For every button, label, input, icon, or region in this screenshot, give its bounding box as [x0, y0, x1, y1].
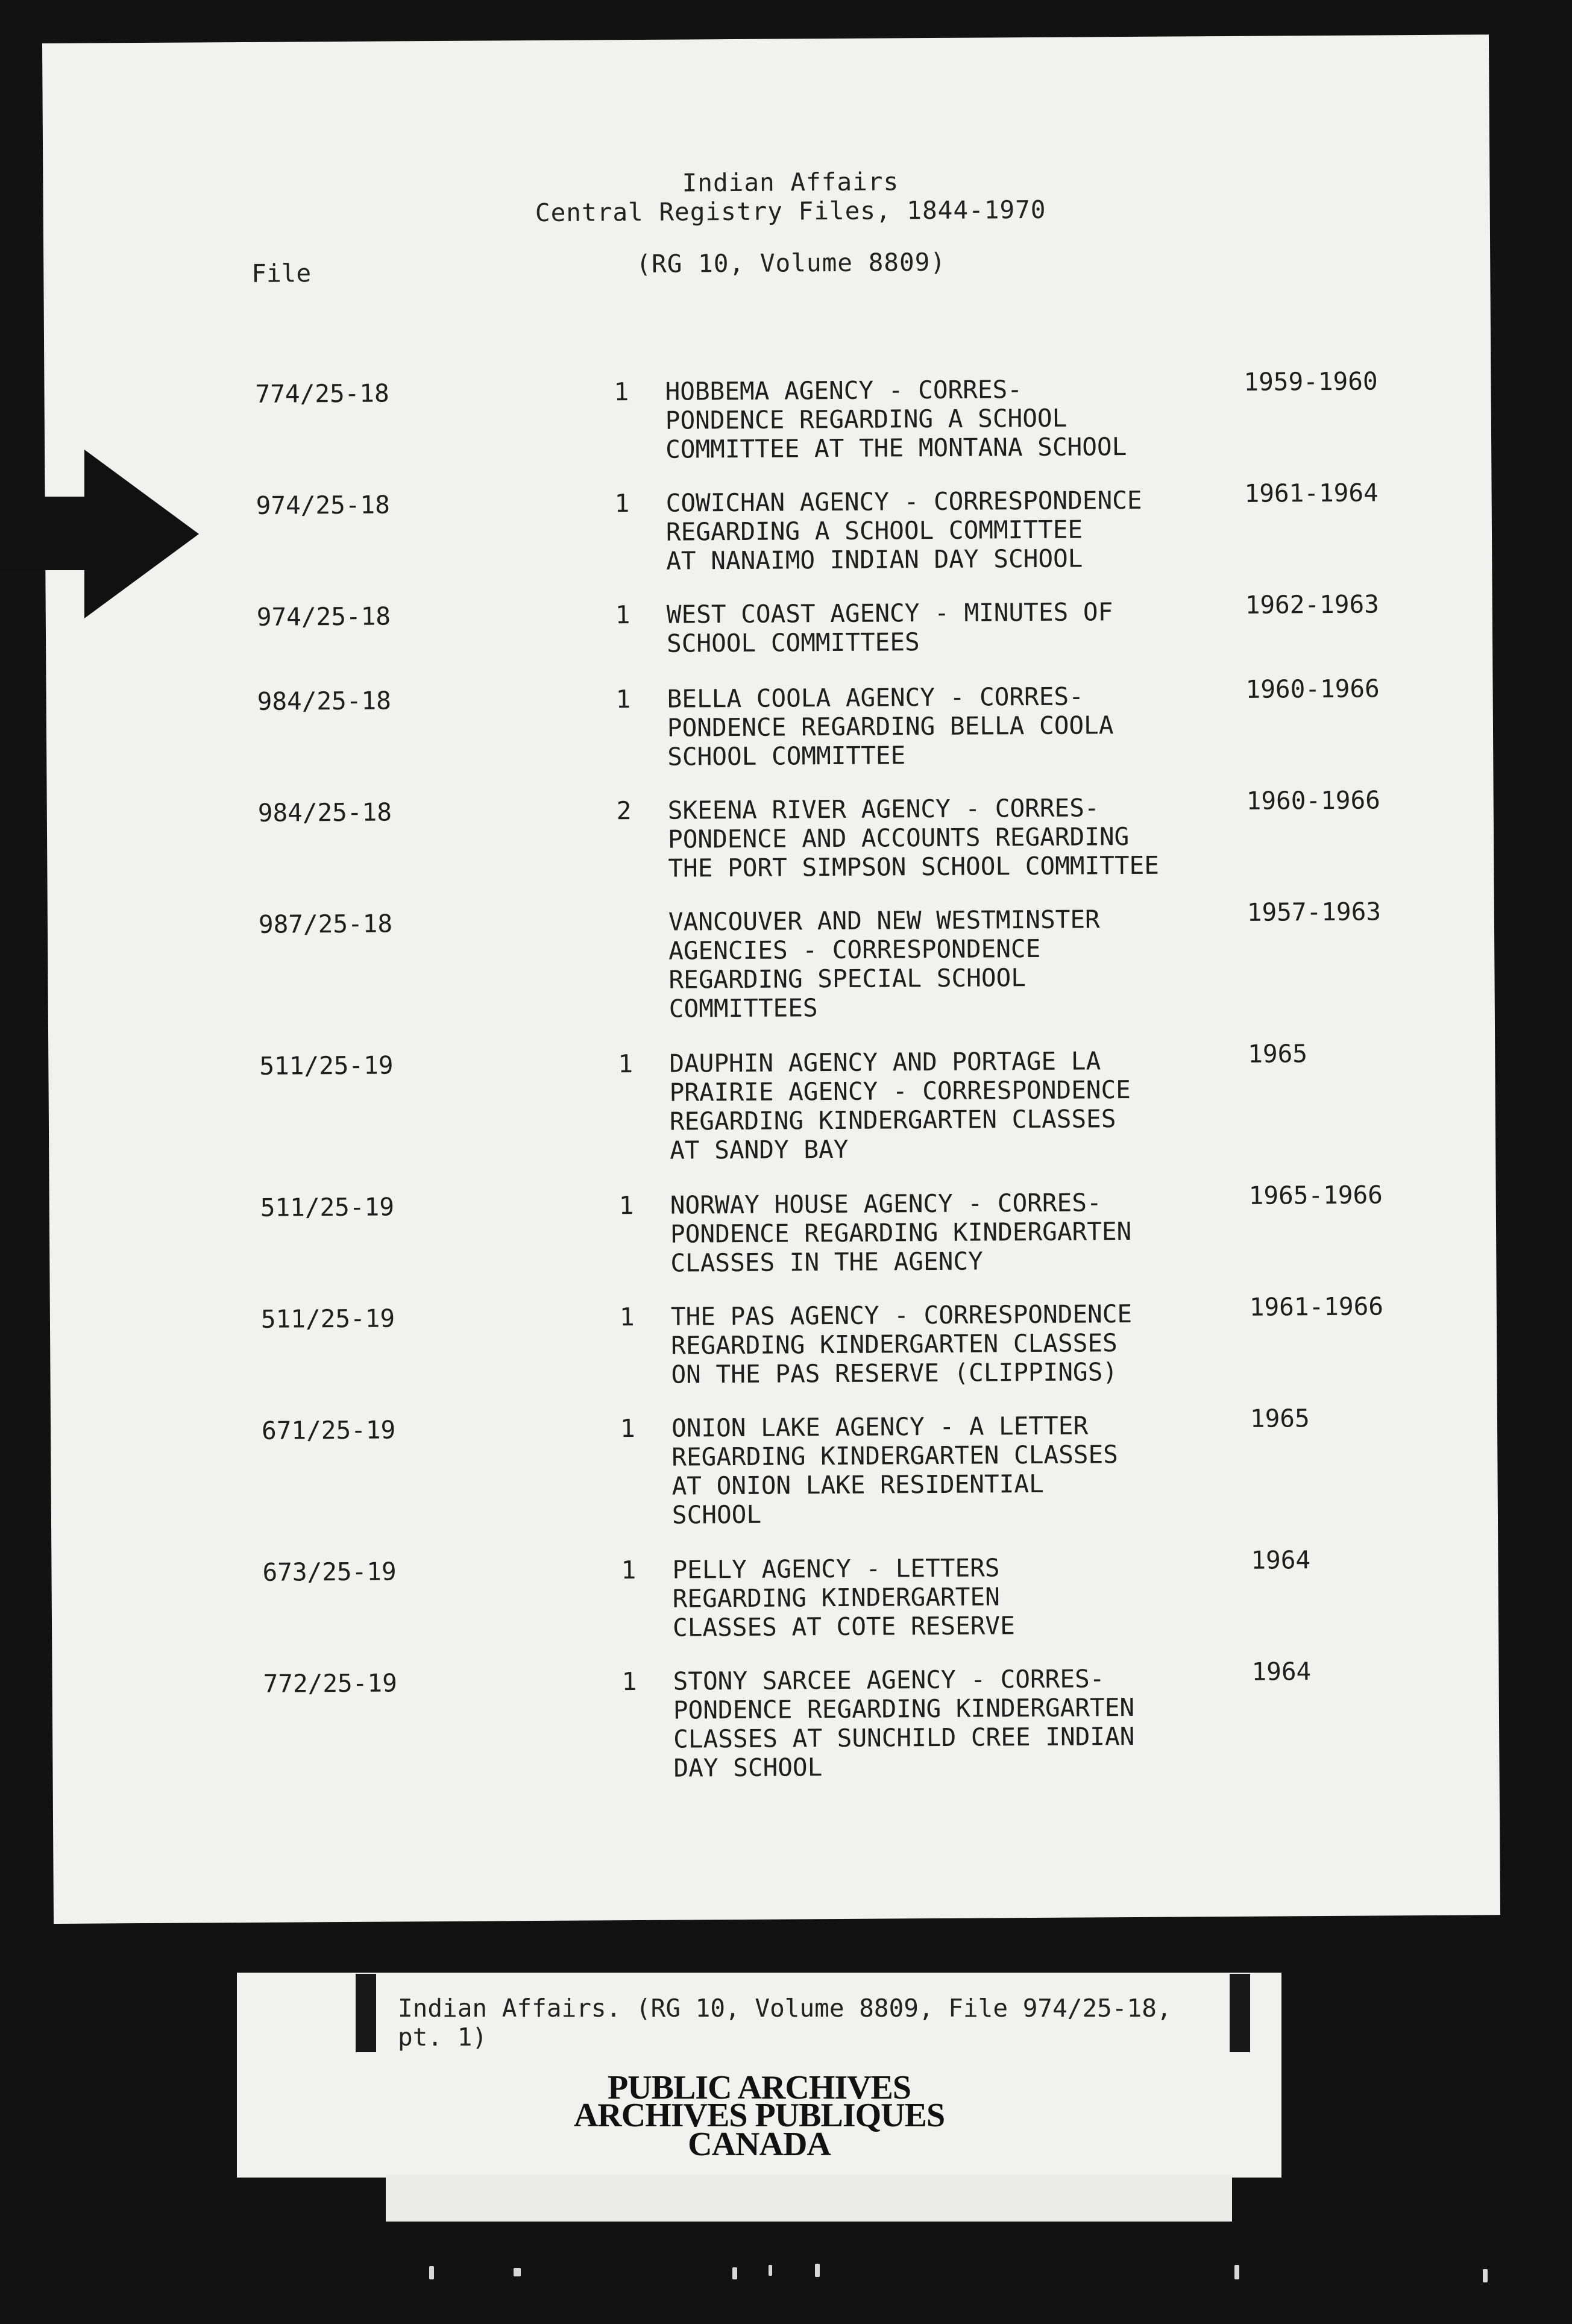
film-speck: [1483, 2269, 1488, 2282]
file-description: BELLA COOLA AGENCY - CORRES- PONDENCE REGARDING BELLA COOLA SCHOOL COMMITTEE: [667, 682, 1114, 771]
file-description: THE PAS AGENCY - CORRESPONDENCE REGARDING KINDERGARTEN CLASSES ON THE PAS RESERVE (CLIPPINGS): [670, 1299, 1133, 1389]
label-bar-left: [356, 1974, 376, 2052]
film-speck: [732, 2267, 737, 2279]
date-range: 1960-1966: [1245, 674, 1380, 704]
file-number: 974/25-18: [256, 490, 391, 520]
part-number: 1: [619, 1302, 635, 1332]
part-number: 1: [620, 1414, 635, 1443]
file-entry: [51, 1545, 1498, 1642]
file-number: 774/25-18: [255, 378, 389, 409]
file-number: 772/25-19: [263, 1668, 397, 1698]
part-number: 1: [618, 1191, 634, 1220]
document-volume: (RG 10, Volume 8809): [636, 247, 946, 278]
label-bar-right: [1230, 1974, 1250, 2052]
part-number: 1: [614, 377, 629, 407]
file-number: 511/25-19: [259, 1051, 394, 1081]
part-number: 1: [621, 1556, 637, 1585]
file-description: NORWAY HOUSE AGENCY - CORRES- PONDENCE REGARDING KINDERGARTEN CLASSES IN THE AGENCY: [670, 1188, 1132, 1278]
archives-name-french: ARCHIVES PUBLIQUES: [573, 2097, 945, 2134]
file-description: DAUPHIN AGENCY AND PORTAGE LA PRAIRIE AGENCY - CORRESPONDENCE REGARDING KINDERGARTEN CLASSES AT SANDY BAY: [669, 1046, 1131, 1165]
part-number: 2: [616, 796, 632, 826]
archives-name-english: PUBLIC ARCHIVES: [607, 2069, 911, 2106]
film-speck: [815, 2264, 820, 2277]
date-range: 1965-1966: [1248, 1180, 1383, 1210]
file-number: 511/25-19: [260, 1304, 395, 1334]
date-range: 1964: [1251, 1545, 1311, 1575]
date-range: 1959-1960: [1243, 366, 1378, 397]
film-speck: [514, 2268, 521, 2276]
file-description: SKEENA RIVER AGENCY - CORRES- PONDENCE AND ACCOUNTS REGARDING THE PORT SIMPSON SCHOOL COMMITTEE: [667, 793, 1160, 883]
file-entry: [46, 674, 1493, 771]
date-range: 1961-1966: [1249, 1292, 1384, 1322]
file-number: 984/25-18: [257, 686, 391, 716]
file-entry: [46, 589, 1492, 658]
date-range: 1957-1963: [1247, 897, 1382, 927]
date-range: 1964: [1251, 1657, 1312, 1686]
document-subtitle: Central Registry Files, 1844-1970: [535, 195, 1046, 228]
file-description: STONY SARCEE AGENCY - CORRES- PONDENCE REGARDING KINDERGARTEN CLASSES AT SUNCHILD CREE INDIAN DAY SCHOOL: [673, 1664, 1135, 1783]
document-page: [42, 34, 1500, 1924]
date-range: 1965: [1248, 1039, 1308, 1069]
date-range: 1965: [1250, 1404, 1310, 1433]
part-number: 1: [615, 600, 630, 630]
file-number: 511/25-19: [260, 1192, 395, 1222]
file-entry: [52, 1657, 1498, 1783]
file-entry: [45, 478, 1492, 576]
file-entry: [50, 1292, 1497, 1389]
file-entry: [48, 897, 1494, 1023]
file-entry: [48, 1039, 1495, 1165]
part-number: 1: [615, 685, 631, 714]
file-entry: [49, 1180, 1496, 1278]
file-column-header: File: [251, 259, 312, 288]
file-description: HOBBEMA AGENCY - CORRES- PONDENCE REGARDING A SCHOOL COMMITTEE AT THE MONTANA SCHOOL: [665, 375, 1127, 464]
part-number: 1: [621, 1667, 637, 1697]
date-range: 1962-1963: [1245, 589, 1380, 620]
part-number: 1: [614, 489, 630, 518]
film-speck: [769, 2265, 772, 2276]
archive-citation: Indian Affairs. (RG 10, Volume 8809, File 974/25-18, pt. 1): [398, 1994, 1172, 2052]
part-number: 1: [618, 1049, 634, 1079]
file-number: 987/25-18: [258, 909, 393, 939]
file-entry: [51, 1404, 1497, 1530]
file-number: 974/25-18: [256, 601, 391, 632]
arrow-right-icon: [0, 450, 241, 618]
file-description: ONION LAKE AGENCY - A LETTER REGARDING KINDERGARTEN CLASSES AT ONION LAKE RESIDENTIAL SCHOOL: [671, 1411, 1119, 1530]
file-entry: [44, 366, 1491, 464]
file-description: PELLY AGENCY - LETTERS REGARDING KINDERGARTEN CLASSES AT COTE RESERVE: [672, 1553, 1015, 1642]
file-description: COWICHAN AGENCY - CORRESPONDENCE REGARDING A SCHOOL COMMITTEE AT NANAIMO INDIAN DAY SCHOOL: [665, 485, 1142, 576]
file-description: WEST COAST AGENCY - MINUTES OF SCHOOL COMMITTEES: [666, 597, 1113, 658]
film-speck: [429, 2266, 434, 2279]
film-speck: [1234, 2265, 1239, 2279]
document-title: Indian Affairs: [682, 167, 899, 198]
file-number: 984/25-18: [257, 797, 392, 828]
file-description: VANCOUVER AND NEW WESTMINSTER AGENCIES - CORRESPONDENCE REGARDING SPECIAL SCHOOL COMMITTEES: [668, 905, 1100, 1023]
file-number: 671/25-19: [261, 1415, 396, 1445]
date-range: 1961-1964: [1244, 478, 1379, 508]
archive-label-strip: [386, 2175, 1232, 2222]
date-range: 1960-1966: [1246, 785, 1381, 815]
file-entry: [47, 785, 1494, 883]
archives-country: CANADA: [688, 2126, 831, 2163]
file-number: 673/25-19: [262, 1557, 397, 1587]
